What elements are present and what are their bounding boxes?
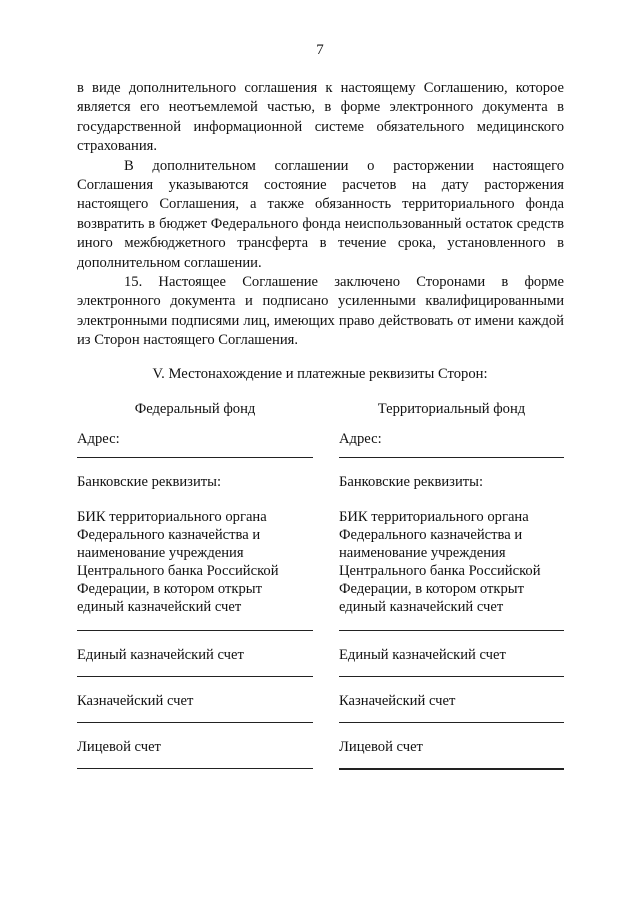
address-label: Адрес: (77, 431, 120, 447)
personal-account-label: Лицевой счет (339, 739, 423, 755)
page-number: 7 (316, 42, 324, 58)
federal-fund-column (77, 400, 313, 769)
bik-label: БИК территориального органа Федерального казначейства и наименование учреждения Центрального банка Российской Федерации, в котором открыт единый казначейский счет (77, 509, 279, 615)
address-label: Адрес: (339, 431, 382, 447)
personal-account-label: Лицевой счет (77, 739, 161, 755)
agreement-text (77, 79, 564, 351)
personal-account-line (77, 768, 313, 769)
paragraph-15: 15. Настоящее Соглашение заключено Сторонами в форме электронного документа и подписано усиленными квалифицированными электронными подписями лиц, имеющих право действовать от имени каждой из Сторон настоящего Соглашения. (77, 274, 564, 349)
bank-details-label: Банковские реквизиты: (77, 474, 221, 490)
treasury-account-label: Казначейский счет (77, 693, 194, 709)
territorial-fund-title: Территориальный фонд (377, 401, 526, 417)
bik-label: БИК территориального органа Федерального казначейства и наименование учреждения Центрального банка Российской Федерации, в котором открыт единый казначейский счет (339, 509, 541, 615)
bank-details-label: Банковские реквизиты: (339, 474, 483, 490)
treasury-account-label: Казначейский счет (339, 693, 456, 709)
paragraph-termination: В дополнительном соглашении о расторжении настоящего Соглашения указываются состояние расчетов на дату расторжения настоящего Соглашения, а также обязанность территориального фонда возвратить в бюджет Федерального фонда неиспользованный остаток средств иного межбюджетного трансферта в течение срока, установленного в дополнительном соглашении. (77, 157, 564, 271)
paragraph-continuation: в виде дополнительного соглашения к настоящему Соглашению, которое является его неотъемлемой частью, в форме электронного документа в государственной информационной системе обязательного медицинского страхования. (77, 80, 564, 155)
personal-account-line (339, 768, 564, 770)
single-treasury-account-label: Единый казначейский счет (77, 647, 244, 663)
section-heading: V. Местонахождение и платежные реквизиты Сторон: (152, 366, 488, 382)
federal-fund-title: Федеральный фонд (134, 401, 256, 417)
single-treasury-account-label: Единый казначейский счет (339, 647, 506, 663)
territorial-fund-column (339, 400, 564, 770)
